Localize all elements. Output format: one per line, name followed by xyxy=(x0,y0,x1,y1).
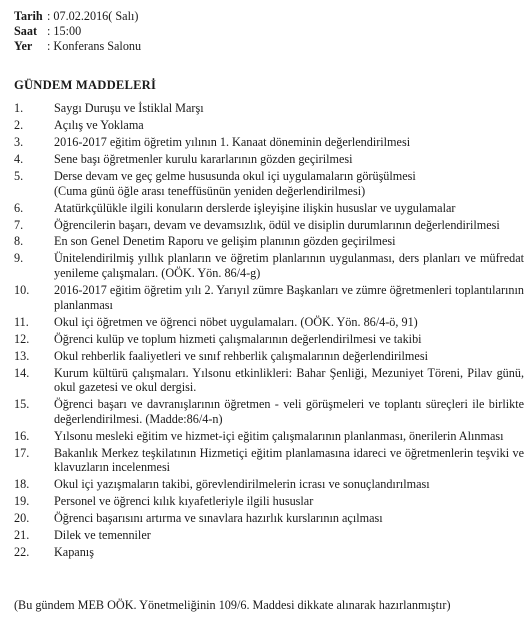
agenda-item-number: 5. xyxy=(14,168,24,183)
agenda-item xyxy=(14,169,524,198)
agenda-item-text: Sene başı öğretmenler kurulu kararlarının gözden geçirilmesi xyxy=(54,151,353,166)
agenda-item-text: Öğrenci kulüp ve toplum hizmeti çalışmalarının değerlendirilmesi ve takibi xyxy=(54,331,422,346)
agenda-item xyxy=(14,315,524,330)
agenda-item-text: Öğrenci başarı ve davranışlarının öğretmen - veli görüşmeleri ve toplantı süreçleri ile birlikte değerlendirilmesi. (Madde:86/4-n) xyxy=(54,397,524,426)
agenda-item-number: 6. xyxy=(14,200,24,215)
agenda-item-text: Yılsonu mesleki eğitim ve hizmet-içi eğitim çalışmalarının planlanması, önerilerin Alınması xyxy=(54,428,504,443)
place-label: Yer xyxy=(14,39,33,53)
agenda-item xyxy=(14,251,524,280)
agenda-item-text: Okul içi yazışmaların takibi, görevlendirilmelerin icrası ve sonuçlandırılması xyxy=(54,477,430,492)
agenda-item xyxy=(14,511,524,526)
agenda-item-text: Kurum kültürü çalışmaları. Yılsonu etkinlikleri: Bahar Şenliği, Mezuniyet Töreni, Pilav günü, okul gazetesi ve okul dergisi. xyxy=(54,365,524,395)
agenda-item-number: 13. xyxy=(14,348,30,363)
agenda-item-text: Ünitelendirilmiş yıllık planların ve öğretim planlarının uygulanması, ders planları ve müfredat yenileme çalışmaları. (OÖK. Yön. 86/4-g) xyxy=(54,251,524,281)
agenda-item xyxy=(14,234,524,249)
agenda-item xyxy=(14,135,524,150)
agenda-item-number: 15. xyxy=(14,397,30,412)
agenda-item xyxy=(14,118,524,133)
agenda-item-text: Açılış ve Yoklama xyxy=(54,117,144,132)
agenda-item xyxy=(14,332,524,347)
agenda-item xyxy=(14,545,524,560)
agenda-item xyxy=(14,218,524,233)
meeting-place-row xyxy=(14,39,141,54)
agenda-item-note: (Cuma günü öğle arası teneffüsünün yeniden değerlendirilmesi) xyxy=(54,183,366,198)
agenda-item-number: 1. xyxy=(14,101,24,115)
agenda-item-number: 21. xyxy=(14,528,30,543)
agenda-item-text: Saygı Duruşu ve İstiklal Marşı xyxy=(54,101,204,115)
agenda-item-number: 12. xyxy=(14,331,30,346)
agenda-item-text: Kapanış xyxy=(54,545,94,560)
agenda-item-number: 2. xyxy=(14,117,24,132)
meeting-info xyxy=(14,9,141,54)
agenda-item xyxy=(14,494,524,509)
agenda-item-text: 2016-2017 eğitim öğretim yılı 2. Yarıyıl zümre Başkanları ve zümre öğretmenleri toplantılarının planlanması xyxy=(54,283,524,312)
date-label: Tarih xyxy=(14,9,43,23)
agenda-item-number: 19. xyxy=(14,494,30,509)
agenda-item-text: Öğrencilerin başarı, devam ve devamsızlık, ödül ve disiplin durumlarının değerlendirilmesi xyxy=(54,217,500,232)
agenda-item-number: 16. xyxy=(14,428,30,443)
agenda-item-number: 20. xyxy=(14,511,30,526)
agenda-item-text: Okul rehberlik faaliyetleri ve sınıf rehberlik çalışmalarının değerlendirilmesi xyxy=(54,348,428,363)
agenda-item xyxy=(14,366,524,395)
agenda-item-number: 22. xyxy=(14,545,30,560)
agenda-item-text: En son Genel Denetim Raporu ve gelişim planının gözden geçirilmesi xyxy=(54,234,396,249)
agenda-item xyxy=(14,397,524,426)
place-value: : Konferans Salonu xyxy=(47,39,142,53)
agenda-item-text: Derse devam ve geç gelme hususunda okul içi uygulamaların görüşülmesi xyxy=(54,168,416,183)
agenda-item-number: 14. xyxy=(14,365,30,380)
agenda-item-number: 18. xyxy=(14,477,30,492)
agenda-item-text: Bakanlık Merkez teşkilatının Hizmetiçi eğitim planlamasına idareci ve öğretmenlerin teşviki ve klavuzların incelenmesi xyxy=(54,445,524,475)
agenda-item-number: 8. xyxy=(14,234,24,249)
agenda-item-text: Dilek ve temenniler xyxy=(54,528,151,543)
agenda-item-number: 7. xyxy=(14,217,24,232)
agenda-item xyxy=(14,446,524,475)
agenda-item-number: 11. xyxy=(14,314,29,329)
agenda-item xyxy=(14,283,524,312)
agenda-item xyxy=(14,429,524,444)
footer-note: (Bu gündem MEB OÖK. Yönetmeliğinin 109/6. Maddesi dikkate alınarak hazırlanmıştır) xyxy=(14,598,451,612)
agenda-item xyxy=(14,101,524,116)
agenda-item-text: Öğrenci başarısını artırma ve sınavlara hazırlık kurslarının açılması xyxy=(54,511,383,526)
agenda-item-text: Personel ve öğrenci kılık kıyafetleriyle ilgili hususlar xyxy=(54,494,314,509)
agenda-item-number: 17. xyxy=(14,445,30,460)
agenda-item-number: 9. xyxy=(14,251,24,266)
agenda-item-text: Atatürkçülükle ilgili konuların derslerde işleyişine ilişkin hususlar ve uygulamalar xyxy=(54,200,456,215)
agenda-item xyxy=(14,201,524,216)
date-value: : 07.02.2016( Salı) xyxy=(47,9,139,23)
agenda-item-number: 10. xyxy=(14,283,30,298)
agenda-item xyxy=(14,152,524,167)
agenda-item xyxy=(14,477,524,492)
agenda-item-number: 4. xyxy=(14,151,24,166)
meeting-date-row xyxy=(14,9,141,24)
agenda-item-text: Okul içi öğretmen ve öğrenci nöbet uygulamaları. (OÖK. Yön. 86/4-ö, 91) xyxy=(54,314,418,329)
agenda-heading: GÜNDEM MADDELERİ xyxy=(14,78,157,92)
agenda-item xyxy=(14,528,524,543)
agenda-item xyxy=(14,349,524,364)
time-value: : 15:00 xyxy=(47,24,82,38)
time-label: Saat xyxy=(14,24,38,38)
agenda-item-number: 3. xyxy=(14,134,24,149)
agenda-list xyxy=(14,101,524,562)
meeting-time-row xyxy=(14,24,141,39)
agenda-item-text: 2016-2017 eğitim öğretim yılının 1. Kanaat döneminin değerlendirilmesi xyxy=(54,134,411,149)
